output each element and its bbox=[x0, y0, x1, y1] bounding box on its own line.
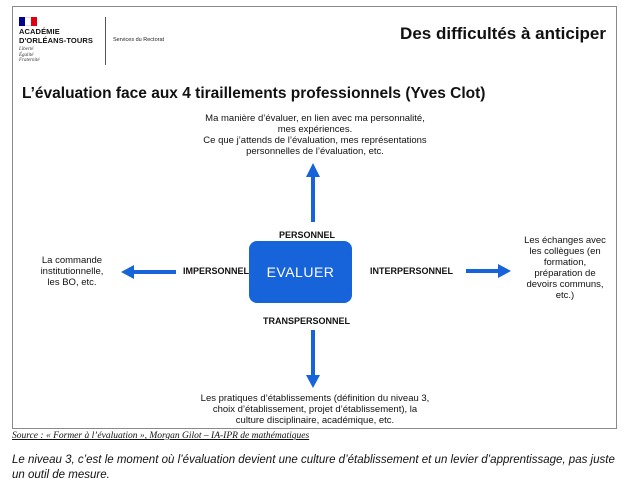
center-box-evaluer: EVALUER bbox=[249, 241, 352, 303]
footnote-paragraph: Le niveau 3, c’est le moment où l’évaluation devient une culture d’établissement et un levier d’apprentissage, pas juste un outil de mesure. bbox=[12, 454, 615, 481]
arrow-down-head bbox=[306, 375, 320, 388]
republic-motto: Liberté Égalité Fraternité bbox=[19, 47, 40, 63]
label-transpersonnel: TRANSPERSONNEL bbox=[263, 316, 351, 326]
personal-description: Ma manière d’évaluer, en lien avec ma personnalité, mes expériences. Ce que j’attends de l’évaluation, mes représentations personnelles de l’évaluation, etc. bbox=[203, 113, 427, 157]
label-personnel: PERSONNEL bbox=[279, 230, 336, 240]
label-impersonnel: IMPERSONNEL bbox=[183, 266, 250, 276]
academy-name: ACADÉMIE D'ORLÉANS-TOURS bbox=[19, 27, 93, 45]
label-interpersonnel: INTERPERSONNEL bbox=[370, 266, 454, 276]
arrow-up-head bbox=[306, 163, 320, 177]
service-label: Services du Rectorat bbox=[113, 37, 165, 43]
impersonal-description: La commande institutionnelle, les BO, etc. bbox=[40, 255, 104, 288]
source-citation: Source : « Former à l’évaluation », Morgan Gilot – IA-IPR de mathématiques bbox=[12, 431, 310, 441]
slide-title: L’évaluation face aux 4 tiraillements professionnels (Yves Clot) bbox=[22, 85, 486, 102]
arrow-left-head bbox=[121, 265, 134, 279]
slide-headline: Des difficultés à anticiper bbox=[400, 24, 606, 43]
interpersonal-description: Les échanges avec les collègues (en formation, préparation de devoirs communs, etc.) bbox=[524, 235, 606, 301]
transpersonal-description: Les pratiques d’établissements (définition du niveau 3, choix d’établissement, projet d’établissement), la culture disciplinaire, académique, etc. bbox=[200, 393, 430, 426]
